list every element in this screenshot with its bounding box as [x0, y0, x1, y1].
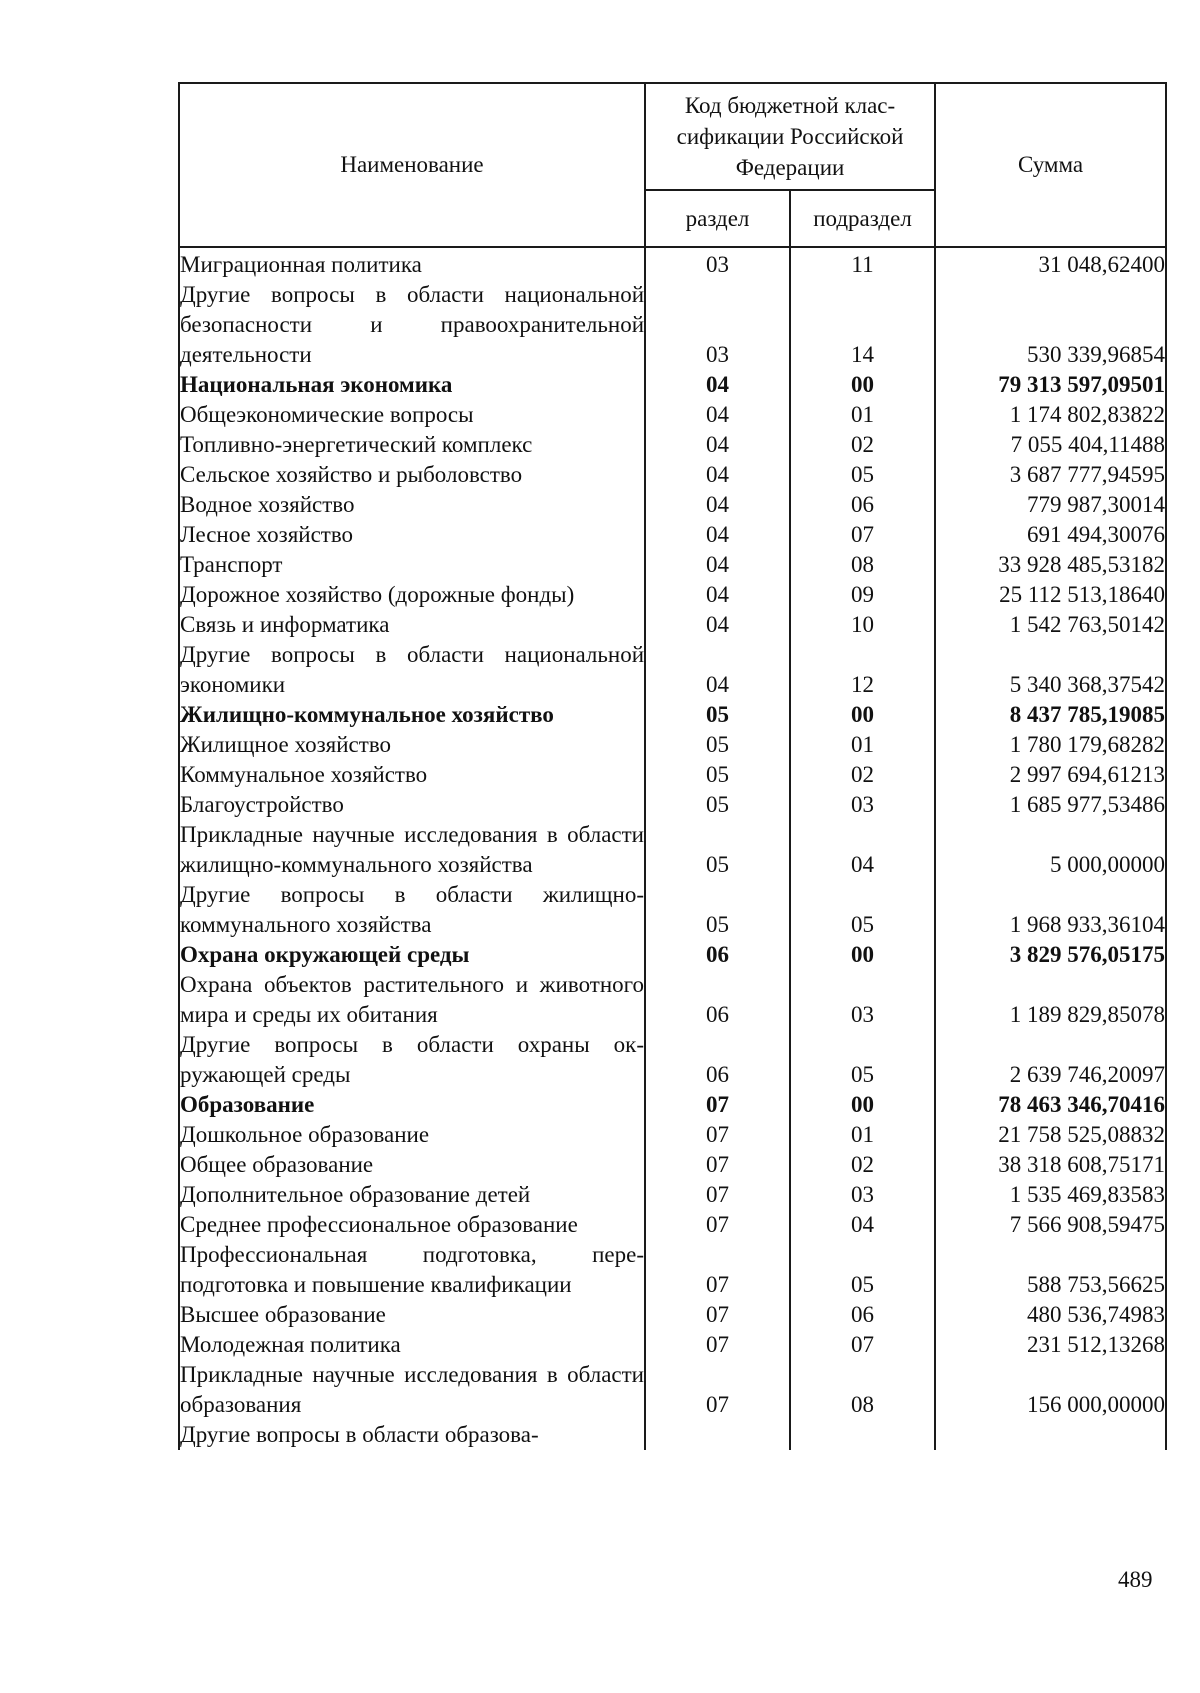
table-row — [179, 280, 1166, 370]
table-row — [179, 760, 1166, 790]
row-podrazdel: 01 — [790, 730, 935, 760]
row-summa: 7 566 908,59475 — [935, 1210, 1166, 1240]
row-name: Среднее профессиональное образование — [179, 1210, 645, 1240]
row-razdel: 07 — [645, 1240, 790, 1300]
row-razdel: 04 — [645, 640, 790, 700]
row-summa: 1 780 179,68282 — [935, 730, 1166, 760]
row-summa: 231 512,13268 — [935, 1330, 1166, 1360]
page-number: 489 — [1118, 1567, 1153, 1592]
row-podrazdel: 05 — [790, 1030, 935, 1090]
row-razdel: 05 — [645, 730, 790, 760]
row-name: Дорожное хозяйство (дорожные фонды) — [179, 580, 645, 610]
row-podrazdel: 10 — [790, 610, 935, 640]
row-name: Профессиональная подготовка, переподготовка и повышение квалификации — [179, 1240, 645, 1300]
row-podrazdel: 02 — [790, 1150, 935, 1180]
row-name: Молодежная политика — [179, 1330, 645, 1360]
table-row — [179, 700, 1166, 730]
row-podrazdel: 04 — [790, 1210, 935, 1240]
table-body — [179, 247, 1166, 1450]
row-name: Дополнительное образование детей — [179, 1180, 645, 1210]
row-summa: 25 112 513,18640 — [935, 580, 1166, 610]
row-name: Дошкольное образование — [179, 1120, 645, 1150]
row-name: Высшее образование — [179, 1300, 645, 1330]
row-podrazdel: 01 — [790, 400, 935, 430]
row-podrazdel: 00 — [790, 700, 935, 730]
row-summa: 1 542 763,50142 — [935, 610, 1166, 640]
budget-table — [178, 82, 1167, 1450]
row-summa: 3 687 777,94595 — [935, 460, 1166, 490]
table-row — [179, 247, 1166, 280]
row-name: Жилищно-коммунальное хозяйство — [179, 700, 645, 730]
row-razdel: 07 — [645, 1090, 790, 1120]
row-summa: 1 189 829,85078 — [935, 970, 1166, 1030]
row-name: Охрана объектов растительного и животного мира и среды их обитания — [179, 970, 645, 1030]
row-summa: 38 318 608,75171 — [935, 1150, 1166, 1180]
row-razdel: 04 — [645, 490, 790, 520]
row-podrazdel: 02 — [790, 430, 935, 460]
table-row — [179, 1120, 1166, 1150]
row-name: Другие вопросы в области национальной экономики — [179, 640, 645, 700]
table-row — [179, 1300, 1166, 1330]
row-summa: 8 437 785,19085 — [935, 700, 1166, 730]
row-razdel: 07 — [645, 1210, 790, 1240]
table-row — [179, 1090, 1166, 1120]
row-name: Другие вопросы в области образова- — [179, 1420, 645, 1450]
row-name: Общее образование — [179, 1150, 645, 1180]
row-summa — [935, 1420, 1166, 1450]
header-podrazdel: подраздел — [790, 190, 935, 247]
table-row — [179, 520, 1166, 550]
table-row — [179, 1030, 1166, 1090]
row-podrazdel: 01 — [790, 1120, 935, 1150]
table-row — [179, 370, 1166, 400]
row-razdel: 03 — [645, 280, 790, 370]
table-row — [179, 580, 1166, 610]
row-name: Другие вопросы в области охраны окружающей среды — [179, 1030, 645, 1090]
row-podrazdel: 00 — [790, 940, 935, 970]
row-summa: 588 753,56625 — [935, 1240, 1166, 1300]
row-podrazdel: 12 — [790, 640, 935, 700]
row-name: Охрана окружающей среды — [179, 940, 645, 970]
row-podrazdel: 02 — [790, 760, 935, 790]
row-summa: 21 758 525,08832 — [935, 1120, 1166, 1150]
table-row — [179, 1150, 1166, 1180]
row-name: Образование — [179, 1090, 645, 1120]
row-name: Национальная экономика — [179, 370, 645, 400]
header-budget-code — [645, 83, 935, 190]
row-razdel: 04 — [645, 520, 790, 550]
row-summa: 78 463 346,70416 — [935, 1090, 1166, 1120]
row-name: Другие вопросы в области жилищно-коммунального хозяйства — [179, 880, 645, 940]
table-row — [179, 1330, 1166, 1360]
row-razdel: 04 — [645, 430, 790, 460]
row-podrazdel: 00 — [790, 1090, 935, 1120]
row-razdel: 04 — [645, 370, 790, 400]
table-row — [179, 880, 1166, 940]
row-podrazdel: 14 — [790, 280, 935, 370]
row-razdel: 07 — [645, 1300, 790, 1330]
row-summa: 7 055 404,11488 — [935, 430, 1166, 460]
row-razdel: 07 — [645, 1330, 790, 1360]
row-summa: 530 339,96854 — [935, 280, 1166, 370]
row-summa: 691 494,30076 — [935, 520, 1166, 550]
row-name: Другие вопросы в области национальной безопасности и правоохранительной деятельности — [179, 280, 645, 370]
row-razdel: 04 — [645, 580, 790, 610]
row-summa: 79 313 597,09501 — [935, 370, 1166, 400]
row-razdel: 04 — [645, 400, 790, 430]
row-razdel: 05 — [645, 790, 790, 820]
table-row — [179, 490, 1166, 520]
row-name: Общеэкономические вопросы — [179, 400, 645, 430]
row-razdel: 04 — [645, 550, 790, 580]
row-summa: 1 685 977,53486 — [935, 790, 1166, 820]
row-razdel: 07 — [645, 1120, 790, 1150]
row-podrazdel: 04 — [790, 820, 935, 880]
table-row — [179, 940, 1166, 970]
row-name: Сельское хозяйство и рыболовство — [179, 460, 645, 490]
row-podrazdel: 05 — [790, 880, 935, 940]
table-row — [179, 1360, 1166, 1420]
table-row — [179, 400, 1166, 430]
row-name: Топливно-энергетический комплекс — [179, 430, 645, 460]
row-razdel: 03 — [645, 247, 790, 280]
row-razdel: 05 — [645, 820, 790, 880]
row-podrazdel: 08 — [790, 550, 935, 580]
table-row — [179, 1180, 1166, 1210]
row-podrazdel: 03 — [790, 1180, 935, 1210]
row-podrazdel: 06 — [790, 490, 935, 520]
row-name: Жилищное хозяйство — [179, 730, 645, 760]
row-summa: 5 340 368,37542 — [935, 640, 1166, 700]
table-row — [179, 1240, 1166, 1300]
row-razdel: 05 — [645, 880, 790, 940]
row-razdel: 07 — [645, 1360, 790, 1420]
row-razdel: 07 — [645, 1180, 790, 1210]
row-podrazdel: 03 — [790, 970, 935, 1030]
table-row — [179, 610, 1166, 640]
row-summa: 5 000,00000 — [935, 820, 1166, 880]
table-row — [179, 550, 1166, 580]
row-summa: 33 928 485,53182 — [935, 550, 1166, 580]
row-razdel — [645, 1420, 790, 1450]
row-name: Транспорт — [179, 550, 645, 580]
row-name: Водное хозяйство — [179, 490, 645, 520]
table-row — [179, 1210, 1166, 1240]
row-razdel: 04 — [645, 610, 790, 640]
row-podrazdel: 11 — [790, 247, 935, 280]
row-summa: 1 968 933,36104 — [935, 880, 1166, 940]
row-summa: 1 535 469,83583 — [935, 1180, 1166, 1210]
table-row — [179, 460, 1166, 490]
row-summa: 480 536,74983 — [935, 1300, 1166, 1330]
header-razdel: раздел — [645, 190, 790, 247]
table-row — [179, 820, 1166, 880]
row-summa: 156 000,00000 — [935, 1360, 1166, 1420]
table-row — [179, 640, 1166, 700]
row-podrazdel — [790, 1420, 935, 1450]
row-razdel: 06 — [645, 940, 790, 970]
table-header — [179, 83, 1166, 247]
row-summa: 1 174 802,83822 — [935, 400, 1166, 430]
row-podrazdel: 07 — [790, 520, 935, 550]
row-name: Лесное хозяйство — [179, 520, 645, 550]
row-podrazdel: 09 — [790, 580, 935, 610]
row-podrazdel: 05 — [790, 1240, 935, 1300]
row-razdel: 04 — [645, 460, 790, 490]
row-name: Связь и информатика — [179, 610, 645, 640]
row-razdel: 07 — [645, 1150, 790, 1180]
row-name: Миграционная политика — [179, 247, 645, 280]
row-razdel: 06 — [645, 970, 790, 1030]
header-summa: Сумма — [935, 83, 1166, 247]
header-code-line: сификации Российской — [676, 124, 904, 150]
table-row — [179, 730, 1166, 760]
row-summa: 2 639 746,20097 — [935, 1030, 1166, 1090]
row-name: Благоустройство — [179, 790, 645, 820]
table-row-continued — [179, 1420, 1166, 1450]
header-code-line: Код бюджетной клас- — [684, 93, 896, 119]
row-name: Прикладные научные исследования в области жилищно-коммунального хозяйства — [179, 820, 645, 880]
row-podrazdel: 00 — [790, 370, 935, 400]
header-code-line: Федерации — [735, 155, 845, 181]
row-name: Коммунальное хозяйство — [179, 760, 645, 790]
row-podrazdel: 06 — [790, 1300, 935, 1330]
row-name: Прикладные научные исследования в области образования — [179, 1360, 645, 1420]
row-summa: 779 987,30014 — [935, 490, 1166, 520]
header-name: Наименование — [179, 83, 645, 247]
row-razdel: 05 — [645, 760, 790, 790]
row-podrazdel: 05 — [790, 460, 935, 490]
row-razdel: 05 — [645, 700, 790, 730]
row-podrazdel: 07 — [790, 1330, 935, 1360]
row-podrazdel: 03 — [790, 790, 935, 820]
row-summa: 3 829 576,05175 — [935, 940, 1166, 970]
table-row — [179, 430, 1166, 460]
table-row — [179, 970, 1166, 1030]
table-row — [179, 790, 1166, 820]
row-podrazdel: 08 — [790, 1360, 935, 1420]
row-summa: 2 997 694,61213 — [935, 760, 1166, 790]
row-razdel: 06 — [645, 1030, 790, 1090]
row-summa: 31 048,62400 — [935, 247, 1166, 280]
